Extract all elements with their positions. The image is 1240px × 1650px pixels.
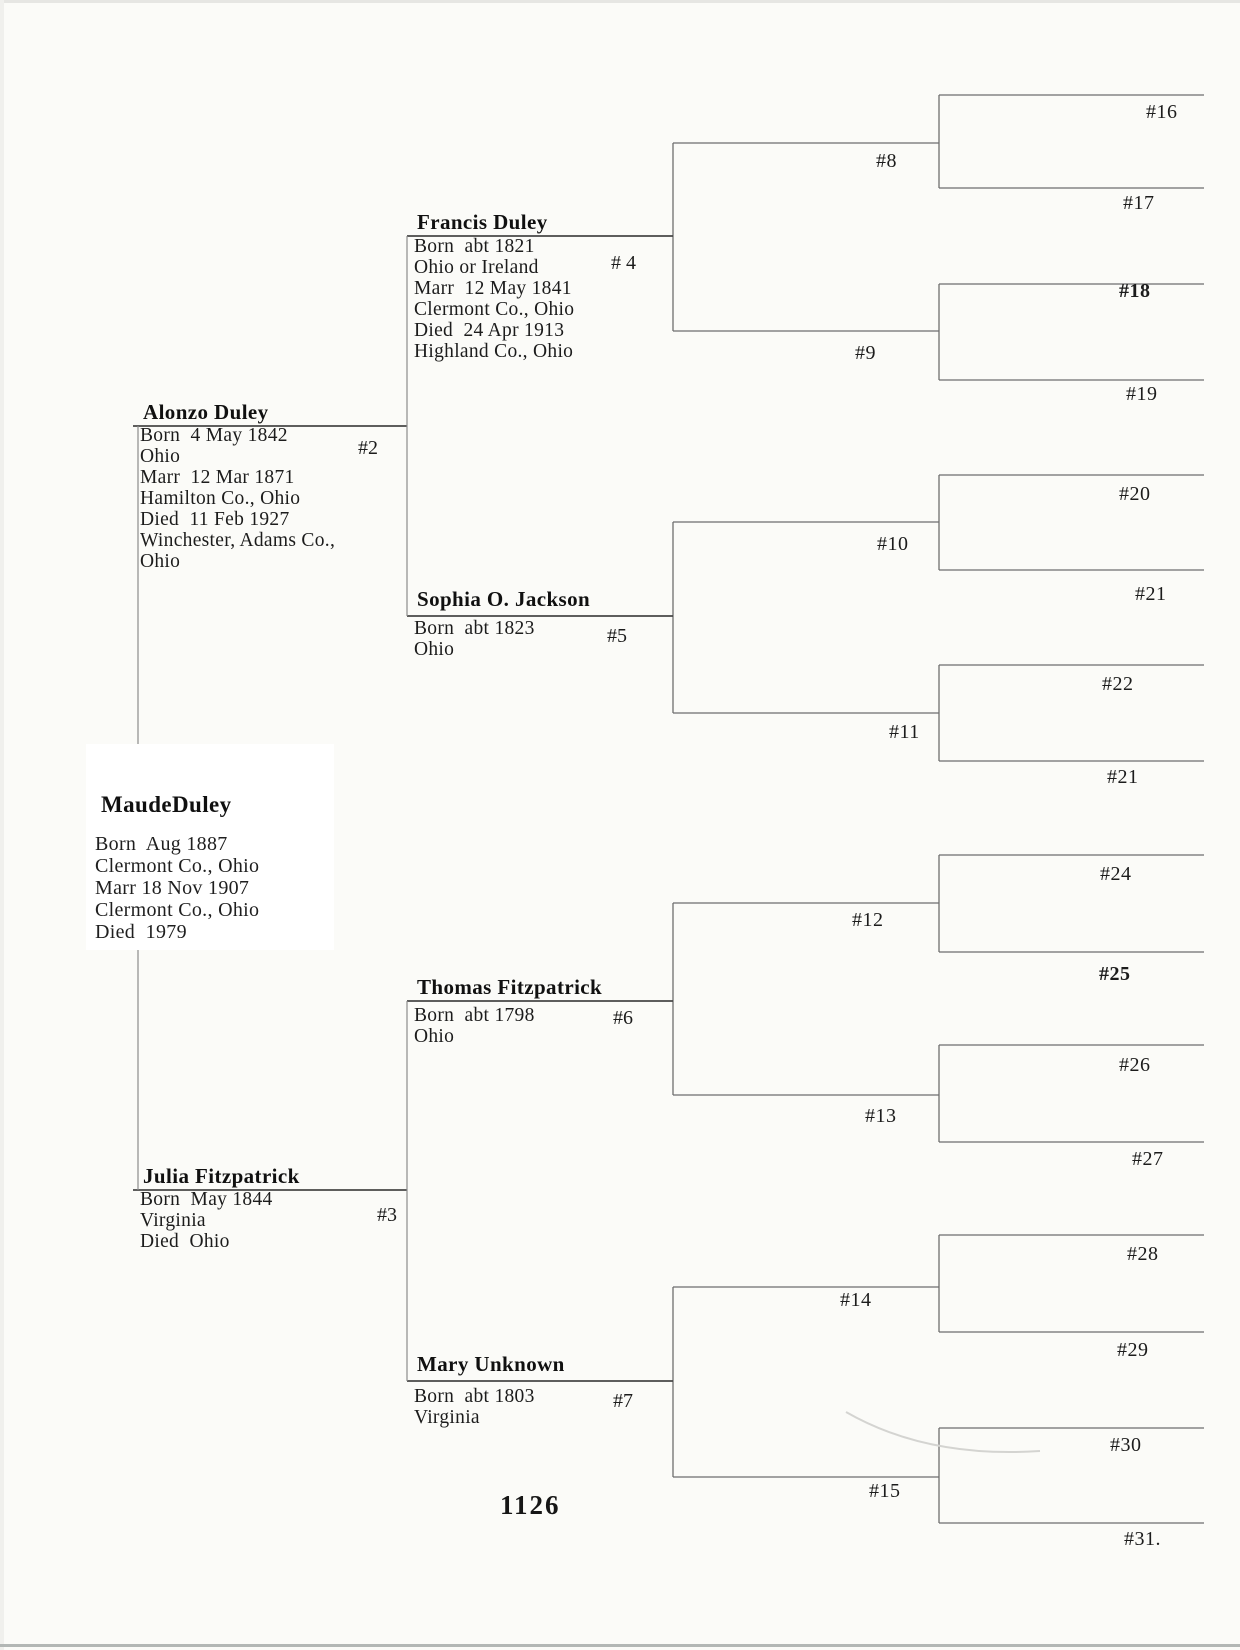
page-edge-left [0, 0, 4, 1650]
ahnentafel-ref: #2 [358, 437, 378, 459]
detail-line: Marr 12 Mar 1871 [140, 467, 295, 488]
slot-ref-15: #15 [869, 1480, 901, 1502]
slot-ref-24: #24 [1100, 863, 1132, 885]
detail-line: Born 4 May 1842 [140, 425, 288, 446]
detail-line: Clermont Co., Ohio [95, 855, 260, 877]
detail-line: Died 1979 [95, 921, 187, 943]
page-number: 1126 [500, 1490, 561, 1520]
slot-ref-30: #30 [1110, 1434, 1142, 1456]
detail-line: Winchester, Adams Co., [140, 530, 336, 551]
detail-line: Born abt 1821 [414, 236, 535, 257]
person-card-francis-duley [407, 209, 692, 362]
slot-ref-14: #14 [840, 1289, 872, 1311]
slot-ref-31: #31. [1124, 1528, 1161, 1550]
detail-line: Died 11 Feb 1927 [140, 509, 290, 530]
ahnentafel-ref: #3 [377, 1204, 397, 1226]
person-details [407, 236, 692, 362]
person-details [133, 1189, 418, 1252]
detail-line: Born abt 1803 [414, 1386, 535, 1407]
person-details [95, 833, 259, 943]
slot-ref-12: #12 [852, 909, 884, 931]
detail-line: Born abt 1798 [414, 1005, 535, 1026]
person-details [407, 614, 692, 660]
detail-line: Virginia [414, 1407, 480, 1428]
slot-ref-10: #10 [877, 533, 909, 555]
slot-ref-20: #20 [1119, 483, 1151, 505]
person-card-thomas-fitzpatrick [407, 974, 692, 1047]
detail-line: Ohio or Ireland [414, 257, 539, 278]
person-name: Sophia O. Jackson [417, 587, 591, 611]
slot-ref-22: #22 [1102, 673, 1134, 695]
slot-ref-27: #27 [1132, 1148, 1164, 1170]
detail-line: Ohio [140, 446, 181, 467]
slot-ref-8: #8 [876, 150, 897, 172]
person-card-sophia-jackson [407, 585, 692, 660]
ahnentafel-ref: # 4 [611, 252, 636, 274]
slot-ref-19: #19 [1126, 383, 1158, 405]
page-edge-bottom [0, 1644, 1240, 1647]
slot-ref-29: #29 [1117, 1339, 1149, 1361]
detail-line: Marr 18 Nov 1907 [95, 877, 250, 899]
detail-line: Died Ohio [140, 1231, 230, 1252]
person-details [407, 1001, 692, 1047]
slot-ref-21: #21 [1135, 583, 1167, 605]
slot-ref-13: #13 [865, 1105, 897, 1127]
detail-line: Born abt 1823 [414, 618, 535, 639]
detail-line: Died 24 Apr 1913 [414, 320, 565, 341]
slot-ref-17: #17 [1123, 192, 1155, 214]
detail-line: Clermont Co., Ohio [414, 299, 575, 320]
detail-line: Ohio [414, 639, 455, 660]
person-card-maude-duley [86, 744, 334, 950]
person-card-mary-unknown [407, 1350, 692, 1428]
ahnentafel-ref: #7 [613, 1390, 633, 1412]
detail-line: Marr 12 May 1841 [414, 278, 572, 299]
detail-line: Born Aug 1887 [95, 833, 228, 855]
ahnentafel-ref: #5 [607, 625, 627, 647]
detail-line: Ohio [414, 1026, 455, 1047]
slot-ref-16: #16 [1146, 101, 1178, 123]
person-name: Mary Unknown [417, 1352, 565, 1376]
person-name: Julia Fitzpatrick [143, 1164, 300, 1188]
slot-ref-23: #21 [1107, 766, 1139, 788]
detail-line: Highland Co., Ohio [414, 341, 574, 362]
person-name: Thomas Fitzpatrick [417, 975, 603, 999]
person-details [407, 1379, 692, 1428]
slot-ref-28: #28 [1127, 1243, 1159, 1265]
detail-line: Virginia [140, 1210, 206, 1231]
detail-line: Clermont Co., Ohio [95, 899, 260, 921]
person-name: MaudeDuley [101, 792, 232, 817]
person-name: Francis Duley [417, 210, 548, 234]
pencil-mark-artifact [846, 1412, 1040, 1452]
slot-ref-26: #26 [1119, 1054, 1151, 1076]
detail-line: Born May 1844 [140, 1189, 273, 1210]
page-edge-top [0, 0, 1240, 3]
slot-ref-25: #25 [1099, 963, 1131, 985]
person-card-julia-fitzpatrick [133, 1163, 418, 1252]
person-name: Alonzo Duley [143, 400, 269, 424]
slot-ref-9: #9 [855, 342, 876, 364]
ahnentafel-ref: #6 [613, 1007, 633, 1029]
person-card-alonzo-duley [133, 399, 418, 572]
slot-ref-11: #11 [889, 721, 920, 743]
slot-ref-18: #18 [1119, 280, 1151, 302]
detail-line: Ohio [140, 551, 181, 572]
detail-line: Hamilton Co., Ohio [140, 488, 301, 509]
